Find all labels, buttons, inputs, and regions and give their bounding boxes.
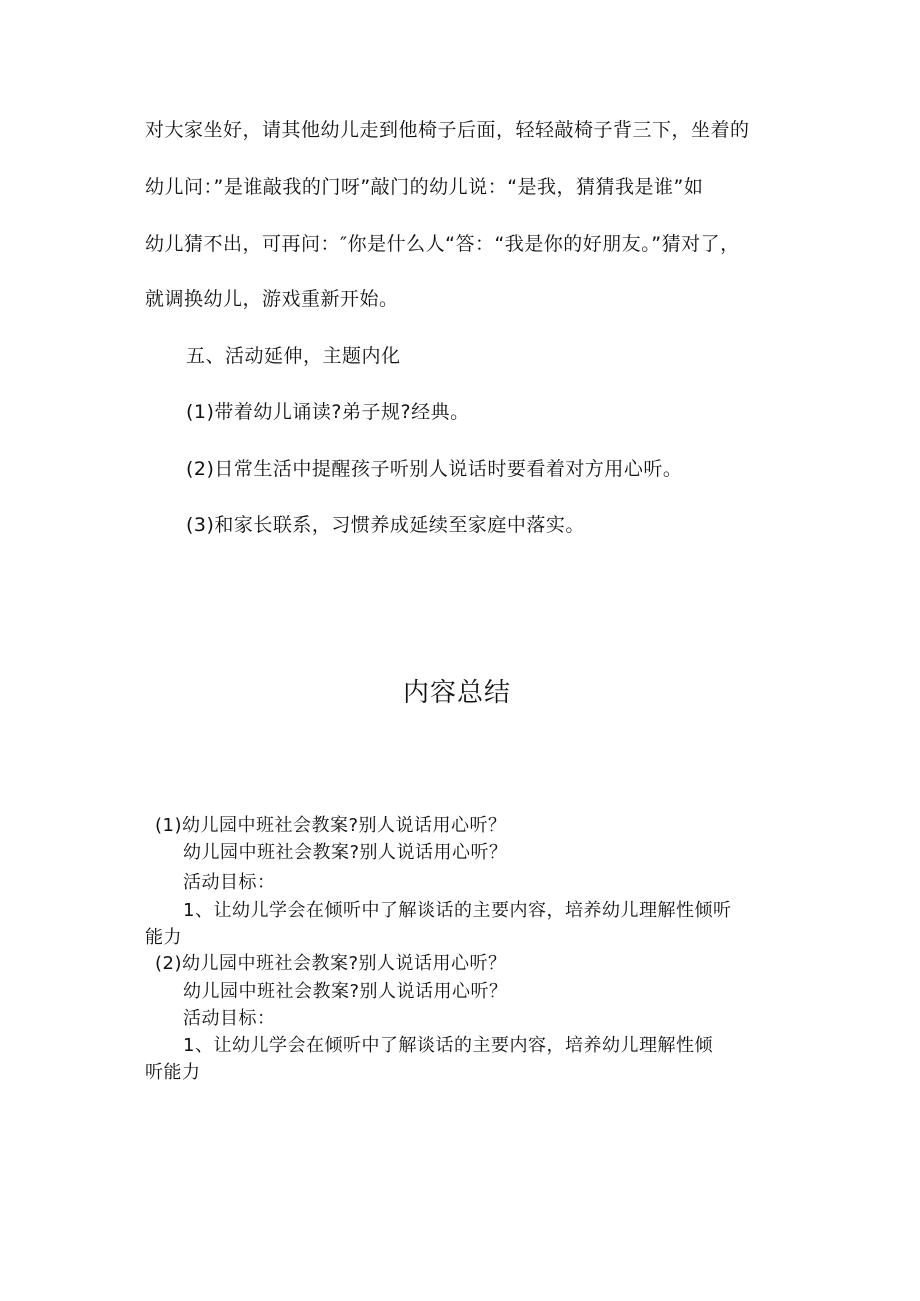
summary-line-4: 1、让幼儿学会在倾听中了解谈话的主要内容，培养幼儿理解性倾听 <box>183 900 732 921</box>
list-item-1: (1)带着幼儿诵读?弟子规?经典。 <box>186 401 470 423</box>
summary-line-10: 听能力 <box>145 1062 201 1083</box>
summary-line-1: (1)幼儿园中班社会教案?别人说话用心听？ <box>155 815 507 836</box>
summary-line-5: 能力 <box>145 927 182 948</box>
body-line-1: 对大家坐好，请其他幼儿走到他椅子后面，轻轻敲椅子背三下，坐着的 <box>145 119 750 141</box>
body-line-2: 幼儿问：”是谁敲我的门呀”敲门的幼儿说：“是我，猜猜我是谁”如 <box>145 176 704 198</box>
body-line-3: 幼儿猜不出，可再问：″你是什么人“答：“我是你的好朋友。”猜对了， <box>145 233 740 255</box>
section-heading: 五、活动延伸，主题内化 <box>186 345 401 367</box>
body-line-4: 就调换幼儿，游戏重新开始。 <box>145 288 399 310</box>
list-item-3: (3)和家长联系，习惯养成延续至家庭中落实。 <box>186 514 585 536</box>
summary-line-3: 活动目标： <box>183 872 276 893</box>
summary-line-8: 活动目标： <box>183 1008 276 1029</box>
summary-title: 内容总结 <box>403 678 512 708</box>
summary-line-9: 1、让幼儿学会在倾听中了解谈话的主要内容，培养幼儿理解性倾 <box>183 1035 713 1056</box>
summary-line-6: (2)幼儿园中班社会教案?别人说话用心听？ <box>155 953 507 974</box>
summary-line-7: 幼儿园中班社会教案?别人说话用心听？ <box>183 981 508 1002</box>
list-item-2: (2)日常生活中提醒孩子听别人说话时要看着对方用心听。 <box>186 458 683 480</box>
summary-line-2: 幼儿园中班社会教案?别人说话用心听？ <box>183 842 508 863</box>
